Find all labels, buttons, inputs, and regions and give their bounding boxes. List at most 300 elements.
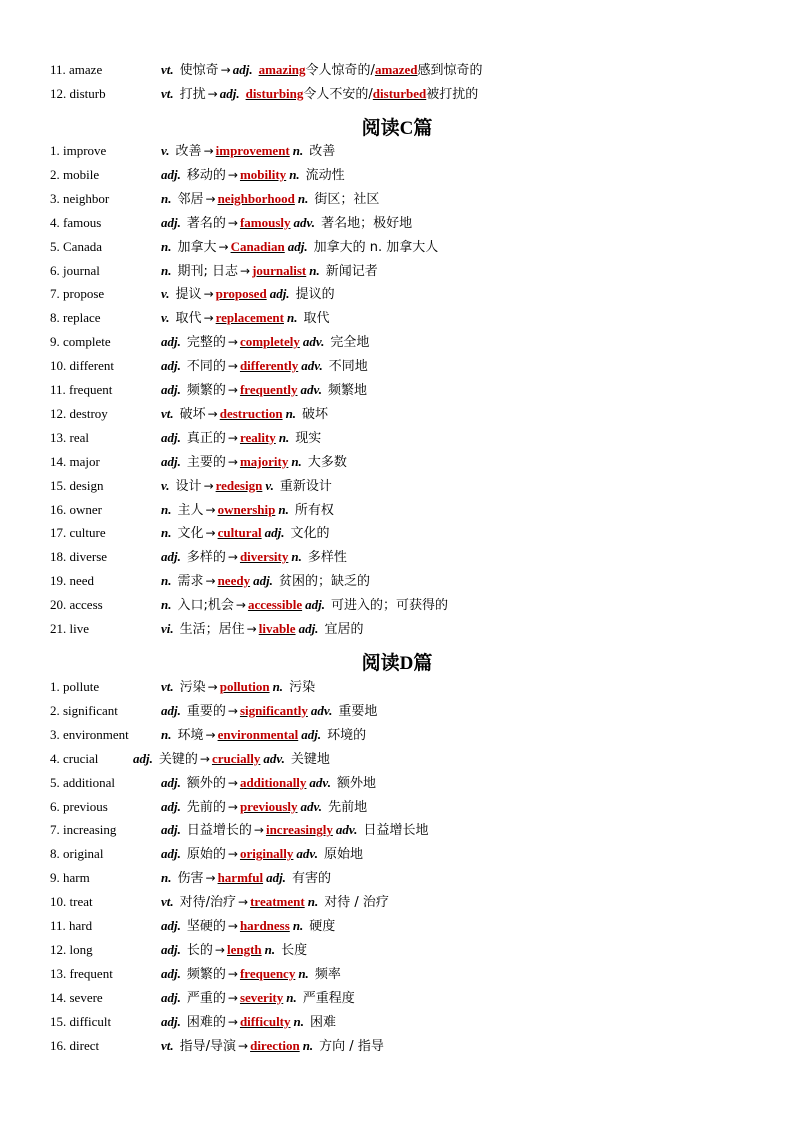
vocab-definition: [161, 987, 355, 1010]
meaning: 有害的: [291, 871, 331, 887]
vocab-row: [0, 1011, 794, 1033]
vocab-word: 6. previous: [50, 798, 108, 814]
meaning: 原始的: [186, 847, 226, 863]
meaning: 完整的: [186, 335, 226, 351]
vocab-word: 12. long: [50, 941, 93, 957]
vocab-definition: [161, 570, 370, 593]
vocab-definition: [161, 939, 307, 962]
part-of-speech: adv.: [301, 358, 323, 374]
meaning: 移动的: [186, 167, 226, 183]
vocab-definition: [161, 1035, 384, 1058]
vocab-word: 16. owner: [50, 501, 102, 517]
vocab-row: [0, 891, 794, 913]
answer-word: originally: [239, 846, 294, 862]
part-of-speech: adj.: [161, 358, 181, 374]
vocab-row: [0, 522, 794, 544]
meaning: 完全地: [330, 335, 370, 351]
part-of-speech: adj.: [161, 918, 181, 933]
answer-word: diversity: [239, 549, 289, 565]
meaning: 长度: [281, 942, 308, 958]
vocab-row: [0, 307, 794, 329]
vocab-word: 15. design: [50, 477, 104, 493]
arrow-icon: →: [203, 311, 214, 326]
vocab-definition: [161, 891, 389, 914]
arrow-icon: →: [227, 454, 238, 469]
part-of-speech: n.: [298, 965, 309, 981]
meaning: 频繁地: [328, 383, 368, 398]
vocab-word: 10. treat: [50, 894, 93, 910]
part-of-speech: n.: [291, 453, 302, 469]
part-of-speech: n.: [161, 262, 172, 278]
arrow-icon: →: [203, 287, 214, 302]
meaning: 先前的: [186, 799, 226, 815]
vocab-definition: [161, 188, 379, 211]
meaning: 重要的: [186, 703, 226, 719]
meaning: 宜居的: [324, 622, 364, 637]
part-of-speech: vt.: [161, 405, 174, 421]
part-of-speech: adj.: [161, 822, 181, 838]
meaning: 破坏: [179, 406, 206, 422]
meaning: 污染: [179, 680, 206, 695]
answer-word: frequently: [239, 382, 298, 397]
arrow-icon: →: [238, 895, 249, 910]
part-of-speech: vt.: [161, 1037, 174, 1053]
meaning: 对待/治疗: [179, 895, 237, 911]
vocab-definition: [161, 83, 478, 106]
part-of-speech: v.: [161, 477, 170, 493]
vocab-definition: [161, 307, 329, 330]
vocab-definition: [161, 676, 315, 699]
arrow-icon: →: [240, 263, 251, 278]
vocab-row: [0, 724, 794, 746]
answer-word: differently: [239, 358, 299, 374]
meaning: 期刊; 日志: [177, 263, 238, 279]
meaning: 加拿大: [177, 239, 217, 255]
vocab-definition: [161, 475, 332, 498]
part-of-speech: adj.: [161, 166, 181, 182]
vocab-definition: [161, 403, 328, 426]
part-of-speech: n.: [286, 989, 297, 1005]
vocab-row: [0, 594, 794, 616]
vocab-definition: [161, 499, 334, 522]
meaning: 感到惊奇的: [417, 63, 483, 78]
meaning: 改善: [309, 144, 336, 159]
vocab-definition: [161, 724, 366, 747]
part-of-speech: adj.: [161, 334, 181, 350]
vocab-word: 6. journal: [50, 262, 100, 278]
part-of-speech: n.: [286, 310, 298, 326]
vocab-definition: [133, 748, 330, 771]
vocab-row: [0, 570, 794, 592]
vocab-word: 14. major: [50, 453, 100, 469]
vocab-definition: [161, 212, 412, 235]
meaning: 对待 / 治疗: [324, 895, 389, 911]
vocab-definition: [161, 260, 378, 283]
part-of-speech: n.: [161, 501, 172, 517]
arrow-icon: →: [227, 215, 238, 230]
heading-text: 阅读: [361, 652, 400, 674]
arrow-icon: →: [253, 823, 264, 838]
vocab-word: 17. culture: [50, 525, 106, 541]
answer-word: ownership: [217, 501, 276, 517]
vocab-word: 2. mobile: [50, 166, 100, 182]
part-of-speech: vt.: [161, 894, 174, 910]
vocab-definition: [161, 331, 369, 354]
vocab-row: [0, 212, 794, 234]
answer-word: amazed: [374, 62, 418, 77]
meaning: 主要的: [186, 454, 226, 470]
answer-word: treatment: [250, 894, 305, 910]
part-of-speech: n.: [285, 405, 297, 421]
part-of-speech: adj.: [232, 62, 253, 77]
vocab-definition: [161, 379, 367, 402]
vocab-word: 13. real: [50, 429, 89, 445]
meaning: 不同地: [328, 359, 368, 375]
part-of-speech: n.: [289, 166, 300, 182]
answer-word: cultural: [217, 525, 262, 541]
vocab-definition: [161, 819, 428, 842]
vocab-word: 19. need: [50, 573, 95, 589]
answer-word: reality: [239, 429, 276, 445]
vocab-definition: [161, 522, 330, 545]
vocab-definition: [161, 355, 368, 378]
meaning: 著名的: [186, 215, 226, 231]
meaning: 大多数: [307, 454, 347, 470]
part-of-speech: n.: [161, 238, 172, 254]
arrow-icon: →: [205, 191, 216, 206]
answer-word: redesign: [215, 477, 263, 493]
vocab-row: [0, 987, 794, 1009]
vocab-word: 4. famous: [50, 214, 102, 230]
arrow-icon: →: [205, 574, 216, 589]
part-of-speech: v.: [161, 143, 170, 158]
meaning: 真正的: [186, 430, 226, 446]
meaning: 贫困的；缺乏的: [278, 574, 370, 590]
vocab-row: [0, 188, 794, 210]
part-of-speech: n.: [161, 597, 172, 613]
vocab-row: [0, 140, 794, 162]
part-of-speech: adj.: [264, 525, 285, 541]
vocab-row: [0, 164, 794, 186]
answer-word: frequency: [239, 965, 296, 981]
part-of-speech: n.: [309, 262, 320, 278]
vocab-definition: [161, 283, 335, 306]
meaning: 文化的: [290, 526, 330, 542]
answer-word: destruction: [219, 405, 283, 421]
heading-letter: D: [399, 653, 414, 674]
meaning: 重要地: [338, 703, 378, 719]
meaning: 日益增长地: [363, 823, 429, 839]
answer-word: additionally: [239, 774, 307, 790]
meaning: 取代: [303, 311, 330, 327]
vocab-word: 18. diverse: [50, 549, 108, 565]
answer-word: livable: [258, 621, 296, 636]
arrow-icon: →: [227, 167, 238, 182]
vocab-row: [0, 915, 794, 937]
arrow-icon: →: [207, 87, 218, 101]
arrow-icon: →: [227, 550, 238, 565]
part-of-speech: adj.: [269, 286, 290, 302]
meaning: 环境的: [327, 727, 367, 743]
meaning: 所有权: [294, 502, 334, 518]
vocab-row: [0, 83, 794, 105]
vocab-definition: [161, 796, 367, 819]
part-of-speech: adj.: [161, 774, 181, 790]
part-of-speech: adj.: [161, 941, 181, 957]
answer-word: direction: [250, 1037, 300, 1053]
part-of-speech: adv.: [300, 798, 323, 814]
part-of-speech: vt.: [161, 679, 174, 694]
meaning: 重新设计: [279, 478, 332, 494]
meaning: 指导/导演: [179, 1038, 237, 1054]
vocab-definition: [161, 451, 347, 474]
vocab-row: [0, 355, 794, 377]
vocab-definition: [161, 700, 377, 723]
arrow-icon: →: [227, 359, 238, 374]
vocab-row: [0, 939, 794, 961]
vocab-definition: [161, 867, 331, 890]
meaning: 流动性: [305, 167, 345, 183]
vocab-word: 9. harm: [50, 870, 90, 886]
answer-word: disturbing: [245, 86, 304, 101]
vocab-row: [0, 772, 794, 794]
vocab-row: [0, 499, 794, 521]
meaning: 困难: [310, 1014, 337, 1030]
meaning: 多样性: [307, 550, 347, 566]
part-of-speech: n.: [292, 143, 304, 158]
part-of-speech: adj.: [161, 965, 181, 981]
answer-word: mobility: [239, 166, 287, 182]
part-of-speech: adv.: [263, 750, 285, 766]
vocab-row: [0, 796, 794, 818]
arrow-icon: →: [227, 799, 238, 814]
part-of-speech: adj.: [161, 989, 181, 1005]
answer-word: amazing: [258, 62, 306, 77]
meaning: 需求: [177, 574, 204, 590]
part-of-speech: n.: [278, 501, 289, 517]
part-of-speech: adj.: [287, 238, 308, 254]
vocab-word: 7. increasing: [50, 822, 117, 838]
meaning: 不同的: [186, 359, 226, 375]
meaning: 关键地: [290, 751, 330, 767]
vocab-row: [0, 963, 794, 985]
vocab-row: [0, 819, 794, 841]
answer-word: environmental: [217, 726, 299, 742]
vocab-row: [0, 475, 794, 497]
meaning: 额外地: [336, 775, 376, 791]
part-of-speech: adv.: [335, 822, 358, 838]
part-of-speech: n.: [307, 894, 319, 910]
meaning: 生活；居住: [179, 622, 245, 637]
part-of-speech: adj.: [161, 382, 181, 397]
meaning: 硬度: [309, 919, 336, 934]
arrow-icon: →: [207, 680, 218, 694]
part-of-speech: adj.: [161, 846, 181, 862]
vocab-word: 16. direct: [50, 1037, 100, 1053]
answer-word: increasingly: [265, 822, 333, 838]
arrow-icon: →: [227, 919, 238, 933]
part-of-speech: vt.: [161, 86, 174, 101]
vocab-row: [0, 748, 794, 770]
arrow-icon: →: [218, 239, 229, 254]
vocab-word: 12. disturb: [50, 86, 106, 101]
heading-text: 篇: [413, 652, 433, 674]
vocab-definition: [161, 963, 341, 986]
part-of-speech: adj.: [161, 702, 181, 718]
vocab-row: [0, 59, 794, 81]
arrow-icon: →: [227, 335, 238, 350]
vocab-row: [0, 451, 794, 473]
answer-word: Canadian: [230, 238, 285, 254]
arrow-icon: →: [205, 727, 216, 742]
vocab-word: 2. significant: [50, 702, 118, 718]
vocab-word: 21. live: [50, 621, 89, 636]
answer-word: severity: [239, 989, 284, 1005]
section-heading-d: [0, 648, 794, 675]
part-of-speech: vt.: [161, 62, 174, 77]
meaning: 严重程度: [302, 990, 355, 1006]
vocab-row: [0, 843, 794, 865]
meaning: 主人: [177, 502, 204, 518]
arrow-icon: →: [207, 406, 218, 421]
vocab-definition: [161, 546, 347, 569]
vocab-word: 10. different: [50, 358, 115, 374]
part-of-speech: adv.: [309, 774, 331, 790]
part-of-speech: n.: [161, 870, 172, 886]
part-of-speech: vi.: [161, 621, 174, 636]
meaning: 文化: [177, 526, 204, 542]
part-of-speech: adj.: [161, 214, 181, 230]
meaning: 设计: [175, 478, 202, 494]
vocab-definition: [161, 164, 345, 187]
vocab-word: 8. replace: [50, 310, 101, 326]
meaning: 提议: [175, 287, 202, 303]
meaning: 取代: [175, 311, 202, 327]
meaning: 加拿大的 n. 加拿大人: [313, 239, 439, 255]
meaning: 令人不安的/: [303, 87, 373, 102]
part-of-speech: n.: [293, 1013, 304, 1029]
meaning: 日益增长的: [186, 823, 252, 839]
heading-text: 篇: [413, 117, 433, 139]
part-of-speech: n.: [161, 190, 172, 206]
answer-word: replacement: [215, 310, 284, 326]
vocab-row: [0, 546, 794, 568]
part-of-speech: adj.: [266, 870, 286, 886]
arrow-icon: →: [227, 383, 238, 397]
part-of-speech: v.: [161, 286, 170, 302]
arrow-icon: →: [203, 144, 214, 158]
answer-word: famously: [239, 214, 291, 230]
meaning: 使惊奇: [179, 63, 219, 78]
part-of-speech: adj.: [298, 621, 319, 636]
vocab-row: [0, 283, 794, 305]
meaning: 关键的: [158, 751, 198, 767]
part-of-speech: adv.: [302, 334, 325, 350]
meaning: 先前地: [328, 799, 368, 815]
meaning: 方向 / 指导: [319, 1038, 384, 1054]
meaning: 破坏: [302, 406, 329, 422]
meaning: 著名地；极好地: [321, 215, 413, 231]
arrow-icon: →: [203, 478, 214, 493]
part-of-speech: adj.: [253, 573, 273, 589]
part-of-speech: n.: [272, 679, 284, 694]
arrow-icon: →: [238, 1038, 249, 1053]
answer-word: disturbed: [372, 86, 427, 101]
meaning: 长的: [186, 942, 213, 958]
vocab-word: 12. destroy: [50, 405, 108, 421]
arrow-icon: →: [227, 430, 238, 445]
vocab-definition: [161, 236, 438, 259]
vocab-word: 5. Canada: [50, 238, 102, 254]
arrow-icon: →: [205, 871, 216, 886]
part-of-speech: n.: [292, 918, 304, 933]
arrow-icon: →: [227, 703, 238, 718]
vocab-word: 11. amaze: [50, 62, 103, 77]
meaning: 频繁的: [186, 966, 226, 982]
section-heading-c: [0, 113, 794, 140]
arrow-icon: →: [199, 751, 210, 766]
vocab-word: 7. propose: [50, 286, 105, 302]
arrow-icon: →: [205, 502, 216, 517]
answer-word: needy: [217, 573, 251, 589]
part-of-speech: adj.: [219, 86, 240, 101]
meaning: 邻居: [177, 191, 204, 207]
meaning: 坚硬的: [186, 919, 226, 934]
vocab-row: [0, 331, 794, 353]
answer-word: significantly: [239, 702, 308, 718]
answer-word: improvement: [215, 143, 290, 158]
answer-word: journalist: [252, 262, 307, 278]
meaning: 改善: [175, 144, 202, 159]
vocab-row: [0, 403, 794, 425]
part-of-speech: adj.: [161, 798, 181, 814]
answer-word: previously: [239, 798, 298, 814]
part-of-speech: n.: [291, 549, 302, 565]
part-of-speech: adv.: [310, 702, 333, 718]
vocab-definition: [161, 140, 335, 163]
vocab-row: [0, 1035, 794, 1057]
meaning: 新闻记者: [325, 263, 378, 279]
part-of-speech: v.: [265, 477, 274, 493]
part-of-speech: adj.: [301, 726, 322, 742]
part-of-speech: n.: [297, 190, 309, 206]
part-of-speech: adj.: [161, 429, 181, 445]
arrow-icon: →: [235, 598, 246, 613]
meaning: 可进入的；可获得的: [330, 598, 448, 614]
vocab-definition: [161, 843, 363, 866]
part-of-speech: n.: [302, 1037, 314, 1053]
vocab-word: 8. original: [50, 846, 104, 862]
vocab-definition: [161, 915, 335, 938]
meaning: 严重的: [186, 990, 226, 1006]
answer-word: hardness: [239, 918, 290, 933]
vocab-row: [0, 676, 794, 698]
vocab-word: 5. additional: [50, 774, 115, 790]
vocab-row: [0, 260, 794, 282]
vocab-definition: [161, 59, 483, 82]
answer-word: harmful: [217, 870, 264, 886]
arrow-icon: →: [214, 942, 225, 957]
vocab-row: [0, 379, 794, 401]
answer-word: completely: [239, 334, 300, 350]
part-of-speech: adj.: [133, 750, 153, 766]
vocab-word: 1. improve: [50, 143, 107, 158]
vocab-word: 11. frequent: [50, 382, 113, 397]
answer-word: neighborhood: [217, 190, 295, 206]
meaning: 令人惊奇的/: [305, 63, 375, 78]
part-of-speech: n.: [161, 726, 172, 742]
vocab-word: 4. crucial: [50, 750, 99, 766]
